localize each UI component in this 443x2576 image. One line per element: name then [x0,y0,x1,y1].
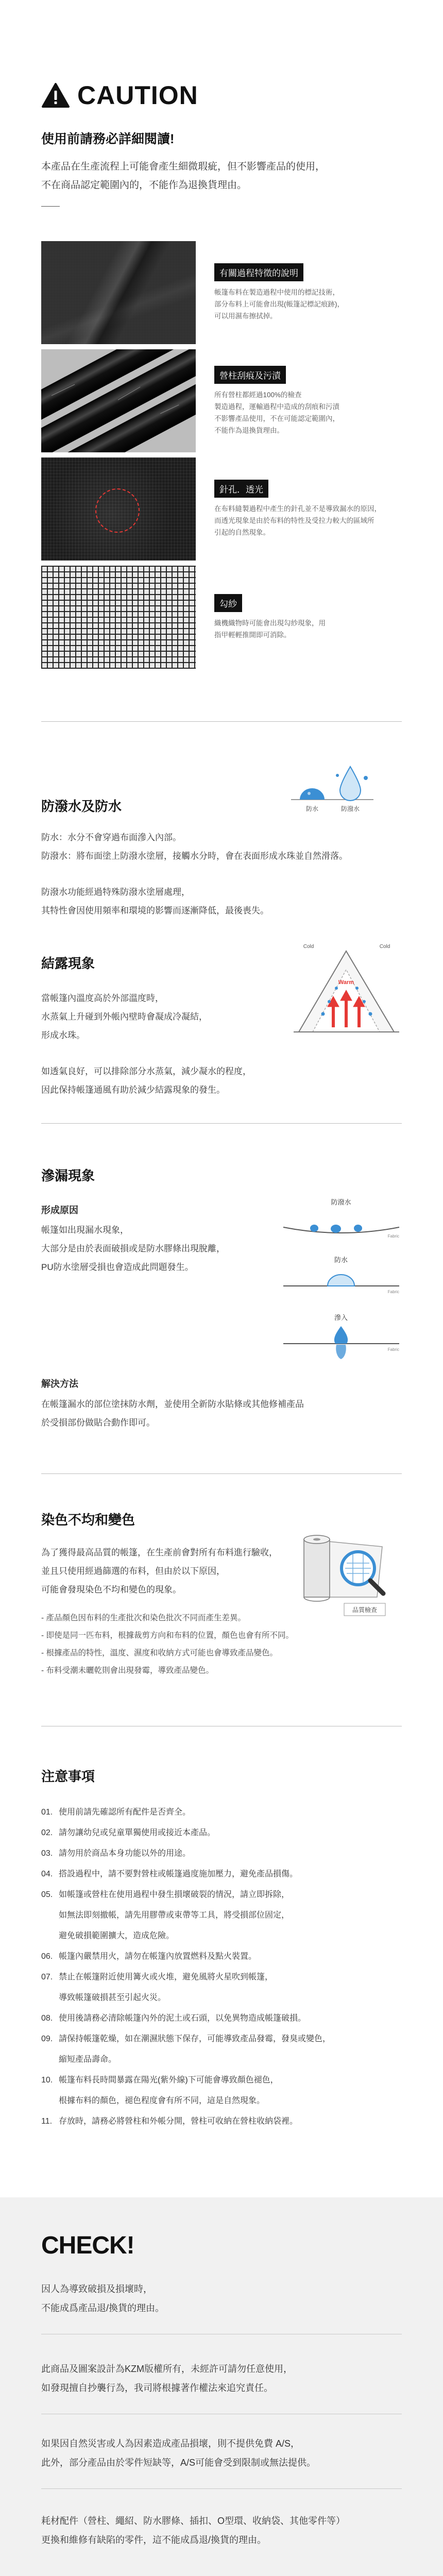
discoloration-line: 可能會發現染色不均和變色的現象。 [41,1585,181,1595]
defect-line: 引起的自然現象。 [214,529,270,536]
section-divider [41,1123,402,1124]
fabric-label: Fabric [387,1290,399,1294]
fabric-label: Fabric [387,1234,399,1239]
intro-line: 不在商品認定範圍內的，不能作為退換貨理由。 [41,180,247,191]
caution-subtitle: 使用前請務必詳細閱讀! [41,132,175,146]
warm-label: Warm [338,979,354,986]
notice-number: 03. [41,1849,53,1858]
defect-row-snag [41,566,402,669]
defect-description [214,349,339,452]
defect-line: 織機織物時可能會出現勾紗現象，用 [214,619,326,627]
defect-line: 指甲輕輕推開即可消除。 [214,631,291,639]
waterproof-line: 防潑水：將布面塗上防潑水塗層，接觸水分時，會在表面形成水珠並自然滑落。 [41,851,348,861]
notice-line: 根據布料的顏色，褪色程度會有所不同，這是自然現象。 [59,2096,265,2105]
defect-row-pole-scratches [41,349,402,452]
defect-line: 所有營柱都經過100%的檢查 [214,391,302,399]
caution-title: CAUTION [77,81,198,110]
waterproof-note: 防潑水功能經過特殊防潑水塗層處理， [41,887,190,897]
defect-line: 可以用濕布擦拭掉。 [214,312,277,320]
discoloration-bullet: - 布料受潮未曬乾則會出現發霉，導致產品變色。 [41,1666,214,1675]
notice-line: 使用前請先確認所有配件是否齊全。 [59,1808,191,1817]
discoloration-bullet: - 根據產品的特性，溫度、濕度和收納方式可能也會導致產品變色。 [41,1649,278,1657]
notice-line: 避免破損範圍擴大，造成危險。 [59,1931,175,1940]
notice-list [41,1802,331,2132]
notice-line: 縮短產品壽命。 [59,2055,117,2064]
leakage-solution-text [41,1395,304,1432]
notice-item [41,1885,331,1946]
notice-item [41,1802,331,1823]
defect-line: 不能作為退換貨理由。 [214,426,284,434]
leakage-cause-line: 大部分是由於表面破損或是防水膠條出現脫離， [41,1244,225,1253]
inspection-label: 品質檢查 [352,1606,378,1614]
defect-line: 部分布料上可能會出現(帳篷記標記痕跡)， [214,300,344,308]
notice-line: 請保持帳篷乾燥，如在潮濕狀態下保存，可能導致產品發霉，發臭或變色， [59,2035,331,2043]
short-divider [41,206,60,207]
leakage-solution-title: 解決方法 [41,1379,78,1389]
notice-item [41,1967,331,2008]
water-drop-icon [288,757,376,817]
leakage-diagram-icon [278,1196,404,1366]
discoloration-bullet: - 即使是同一匹布料，根據裁剪方向和布料的位置，顏色也會有所不同。 [41,1631,294,1640]
notice-number: 06. [41,1952,53,1961]
discoloration-title: 染色不均和變色 [41,1512,135,1528]
intro-text [41,158,325,195]
condensation-note: 因此保持帳篷通風有助於減少結露現象的發生。 [41,1085,225,1095]
defect-description [214,566,326,669]
notice-number: 01. [41,1808,53,1817]
notice-line: 禁止在帳篷附近使用篝火或火堆，避免風將火星吹到帳篷， [59,1973,274,1981]
defect-line: 而透光現象是由於布料的特性及受拉力較大的區域所 [214,517,374,524]
notice-line: 帳篷內嚴禁用火，請勿在帳篷內放置燃料及點火裝置。 [59,1952,257,1961]
section-divider [41,1473,402,1474]
condensation-line: 形成水珠。 [41,1030,85,1040]
discoloration-line: 為了獲得最高品質的帳篷，在生產前會對所有布料進行驗收， [41,1548,278,1557]
notice-line: 如無法即刻撤帳，請先用膠帶或束帶等工具，將受損部位固定， [59,1911,290,1920]
condensation-title: 結露現象 [41,956,95,971]
waterproof-note: 其特性會因使用頻率和環境的影響而逐漸降低，最後喪失。 [41,906,269,916]
fabric-label: Fabric [387,1347,399,1352]
check-title: CHECK! [41,2232,134,2259]
check-block [41,2512,345,2550]
condensation-line: 水蒸氣上升碰到外帳內壁時會凝成冷凝結， [41,1012,208,1022]
check-line: 如果因自然災害或人為因素造成產品損壞，則不提供免費 A/S， [41,2438,300,2449]
notice-line: 導致帳篷破損甚至引起火災。 [59,1993,166,2002]
section-divider [41,721,402,722]
leakage-title: 滲漏現象 [41,1168,95,1183]
caution-header [41,82,198,108]
defect-line: 在布料縫製過程中產生的針孔並不是導致漏水的原因， [214,505,381,513]
discoloration-text [41,1544,278,1599]
discoloration-line: 並且只使用經過篩選的布料，但由於以下原因， [41,1566,225,1576]
notice-item [41,1946,331,1967]
notice-line: 帳篷布料長時間暴露在陽光(紫外線)下可能會導致顏色褪色， [59,2076,279,2084]
water-repellent-icon-label: 防潑水 [340,805,360,812]
defect-row-pinholes [41,457,402,561]
tent-condensation-icon [291,937,402,1040]
check-block [41,2360,293,2398]
notice-number: 04. [41,1870,53,1878]
defect-line: 製造過程，運輸過程中造成的刮痕和污漬 [214,402,339,411]
pole-scratch-photo [41,349,196,452]
defect-label: 針孔．透光 [214,480,268,498]
waterproof-icon-label: 防水 [305,805,319,812]
notice-number: 05. [41,1890,53,1899]
cold-label-left: Cold [303,944,314,950]
leakage-cause-title: 形成原因 [41,1205,78,1215]
notice-item [41,2008,331,2029]
fabric-marking-photo [41,241,196,344]
pinhole-photo [41,457,196,561]
repellent-diagram-label: 防潑水 [331,1199,351,1207]
notice-item [41,1843,331,1864]
condensation-note: 如透氣良好，可以排除部分水蒸氣，減少凝水的程度， [41,1066,251,1076]
waterproof-diagram-label: 防水 [334,1257,348,1264]
leakage-solution-line: 在帳篷漏水的部位塗抹防水劑，並使用全新防水貼條或其他修補產品 [41,1399,304,1409]
notice-number: 02. [41,1828,53,1837]
warning-triangle-icon [41,82,70,108]
defect-label: 營柱刮痕及污漬 [214,366,286,384]
notices-title: 注意事項 [41,1769,95,1784]
check-line: 耗材配件（營柱、繩紹、防水膠條、插扣、O型環、收納袋、其他零件等） [41,2516,345,2526]
leakage-cause-line: PU防水塗層受損也會造成此問題發生。 [41,1262,194,1272]
defect-label: 有關過程特徵的說明 [214,263,303,281]
defect-description [214,457,381,561]
check-line: 更換和維修有缺陷的零件，這不能成爲退/換貨的理由。 [41,2535,266,2545]
notice-number: 07. [41,1973,53,1981]
check-line: 如發現擅自抄襲行為，我司將根據著作權法來追究責任。 [41,2383,273,2393]
notice-line: 請勿讓幼兒或兒童單獨使用或接近本產品。 [59,1828,216,1837]
check-section [0,2197,443,2576]
defect-line: 不影響產品使用，不在可能認定範圍內， [214,414,339,422]
defect-label: 勾紗 [214,594,242,612]
discoloration-bullets [41,1609,294,1680]
defect-description [214,241,344,344]
highlight-circle [95,488,140,533]
check-block [41,2434,316,2472]
notice-number: 08. [41,2014,53,2023]
notice-item [41,2029,331,2070]
notice-number: 10. [41,2076,53,2084]
mesh-snag-photo [41,566,196,669]
condensation-text [41,989,251,1099]
check-line: 此外，部分產品由於零件短缺等，A/S可能會受到限制或無法提供。 [41,2458,316,2468]
notice-line: 請勿用於商品本身功能以外的用途。 [59,1849,191,1858]
notice-item [41,1864,331,1885]
check-line: 不能成爲產品退/換貨的理由。 [41,2303,164,2313]
condensation-line: 當帳篷內溫度高於外部溫度時， [41,993,164,1003]
check-block [41,2280,164,2318]
defect-row-marking [41,241,402,344]
notice-item [41,2070,331,2111]
discoloration-bullet: - 產品顏色因布料的生產批次和染色批次不同而產生差異。 [41,1614,246,1622]
fabric-inspection-icon [294,1526,397,1621]
leakage-solution-line: 於受損部份做貼合動作即可。 [41,1418,155,1428]
notice-item [41,1823,331,1843]
notice-line: 使用後請務必清除帳篷內外的泥土或石頭，以免異物造成帳篷破損。 [59,2014,306,2023]
check-line: 此商品及圖案設計為KZM版權所有，未經許可請勿任意使用， [41,2364,293,2374]
waterproof-line: 防水：水分不會穿過布面滲入內部。 [41,833,181,842]
intro-line: 本產品在生產流程上可能會產生細微瑕疵，但不影響產品的使用， [41,161,326,172]
notice-line: 如帳篷或營柱在使用過程中發生損壞破裂的情況，請立即拆除， [59,1890,290,1899]
notice-line: 存放時，請務必將營柱和外帳分開，營柱可收納在營柱收納袋裡。 [59,2117,298,2126]
check-line: 因人為導致破損及損壞時， [41,2284,152,2294]
notice-number: 11. [41,2117,53,2126]
cold-label-right: Cold [379,944,390,950]
check-divider [41,2488,402,2489]
penetration-diagram-label: 滲入 [334,1314,348,1322]
notice-item [41,2111,331,2132]
leakage-cause-line: 帳篷如出現漏水現象， [41,1225,129,1235]
defect-line: 帳篷布料在製造過程中使用的標記技術， [214,289,339,296]
waterproof-title: 防潑水及防水 [41,799,122,814]
waterproof-text [41,828,348,920]
notice-line: 搭設過程中，請不要對營柱或帳篷過度施加壓力，避免產品損傷。 [59,1870,298,1878]
leakage-cause-text [41,1221,225,1277]
notice-number: 09. [41,2035,53,2043]
